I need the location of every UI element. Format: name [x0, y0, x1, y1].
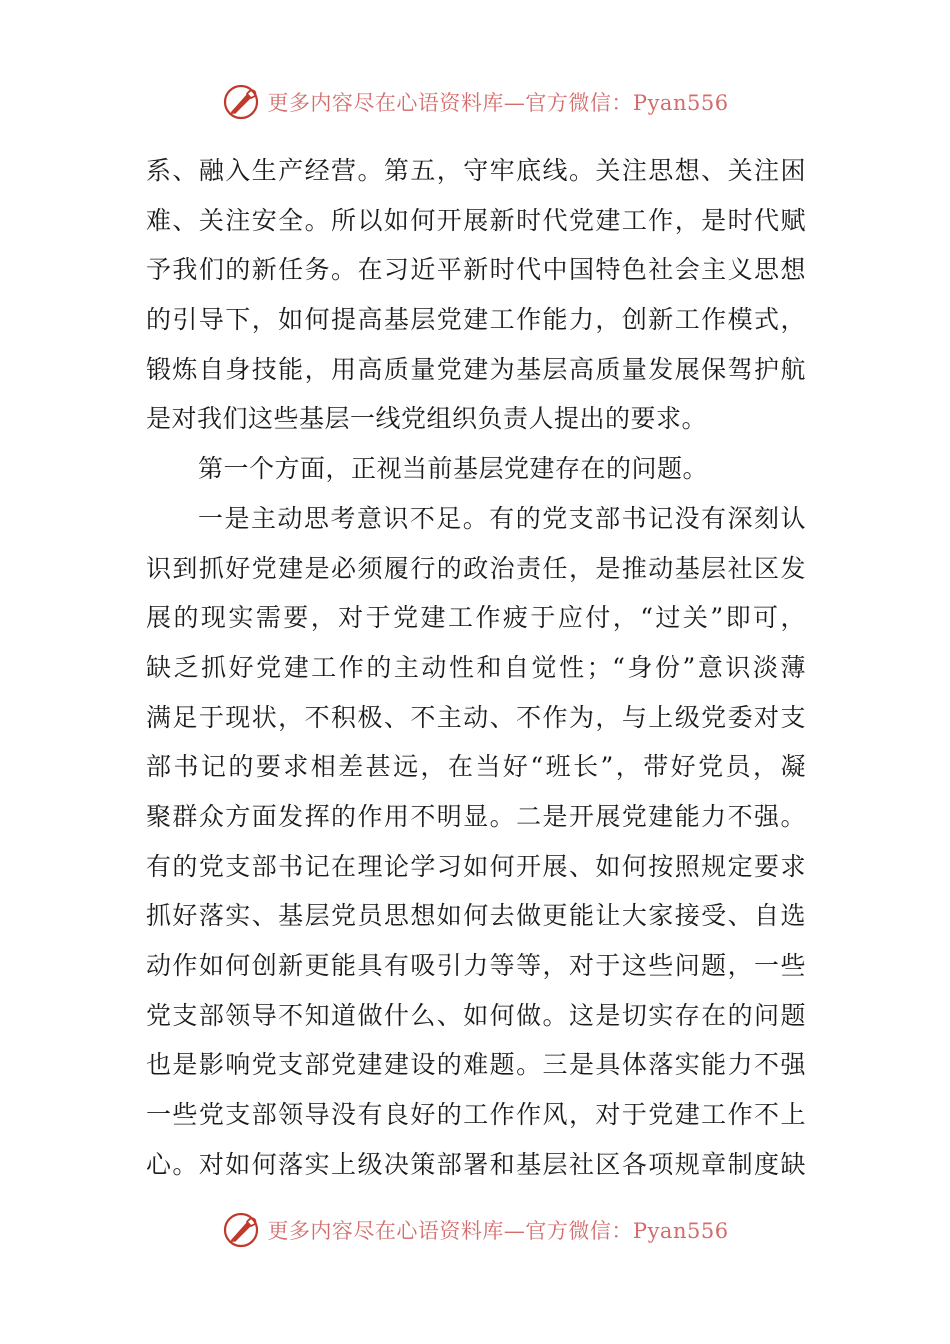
text-line: 心。对如何落实上级决策部署和基层社区各项规章制度缺: [146, 1149, 806, 1179]
text-line: 部书记的要求相差甚远，在当好“班长”，带好党员，凝: [146, 752, 806, 782]
text-line: 识到抓好党建是必须履行的政治责任，是推动基层社区发: [146, 553, 806, 583]
footer-banner-text: 更多内容尽在心语资料库—官方微信：Pyan556: [267, 1219, 729, 1243]
text-line: 抓好落实、基层党员思想如何去做更能让大家接受、自选: [146, 901, 806, 931]
text-line: 党支部领导不知道做什么、如何做。这是切实存在的问题: [146, 1000, 806, 1030]
header-banner: [0, 80, 950, 124]
text-line: 聚群众方面发挥的作用不明显。二是开展党建能力不强。: [146, 801, 806, 831]
text-line: 满足于现状，不积极、不主动、不作为，与上级党委对支: [146, 702, 806, 732]
header-banner-text: 更多内容尽在心语资料库—官方微信：Pyan556: [267, 91, 729, 115]
text-line: 一是主动思考意识不足。有的党支部书记没有深刻认: [198, 503, 806, 533]
text-line: 也是影响党支部党建建设的难题。三是具体落实能力不强: [146, 1050, 806, 1080]
pen-nib-logo-icon: [221, 1210, 261, 1250]
text-line: 锻炼自身技能，用高质量党建为基层高质量发展保驾护航: [146, 354, 806, 384]
pen-nib-logo-icon: [221, 82, 261, 122]
text-line: 是对我们这些基层一线党组织负责人提出的要求。: [146, 404, 708, 434]
text-line: 展的现实需要，对于党建工作疲于应付，“过关”即可，: [146, 603, 806, 633]
text-line: 难、关注安全。所以如何开展新时代党建工作，是时代赋: [146, 205, 806, 235]
text-line: 动作如何创新更能具有吸引力等等，对于这些问题，一些: [146, 951, 806, 980]
text-line: 缺乏抓好党建工作的主动性和自觉性；“身份”意识淡薄: [146, 652, 806, 682]
text-line: 予我们的新任务。在习近平新时代中国特色社会主义思想: [146, 255, 806, 285]
footer-banner: [0, 1208, 950, 1252]
document-body: [146, 146, 806, 1189]
text-line: 一些党支部领导没有良好的工作作风，对于党建工作不上: [146, 1100, 806, 1130]
text-line: 的引导下，如何提高基层党建工作能力，创新工作模式，: [146, 305, 806, 335]
text-line: 有的党支部书记在理论学习如何开展、如何按照规定要求: [146, 851, 806, 881]
text-line: 系、融入生产经营。第五，守牢底线。关注思想、关注困: [146, 156, 806, 185]
section-heading: 第一个方面，正视当前基层党建存在的问题。: [198, 454, 709, 484]
